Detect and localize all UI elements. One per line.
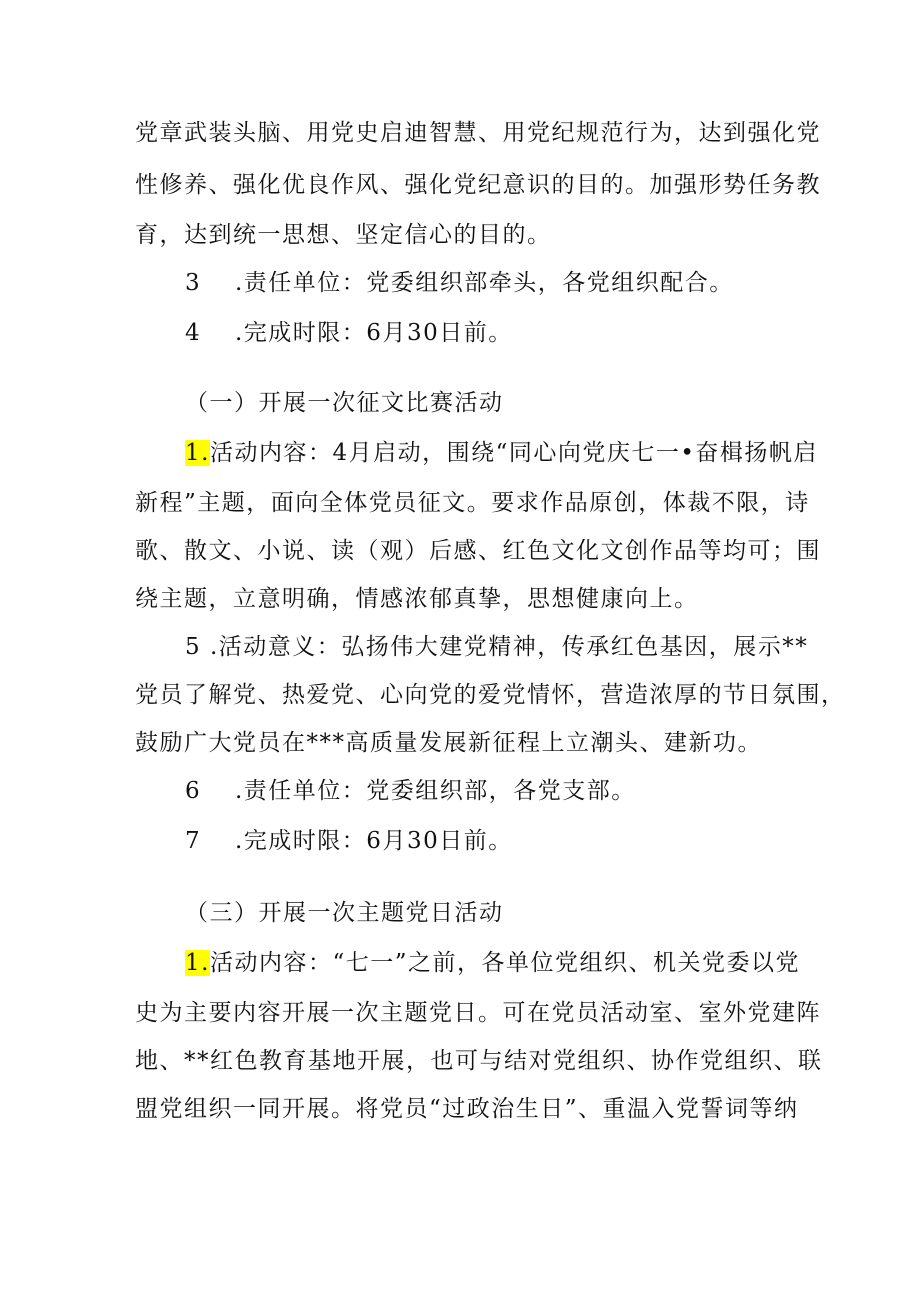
paragraph-line: 绕主题，立意明确，情感浓郁真挚，思想健康向上。 — [135, 586, 699, 612]
paragraph-text: 活动内容：4月启动，围绕“同心向党庆七一•奋楫扬帆启 — [209, 440, 818, 466]
paragraph-line — [185, 438, 818, 468]
paragraph-line: 史为主要内容开展一次主题党日。可在党员活动室、室外党建阵 — [135, 1000, 821, 1026]
paragraph-line: 党章武装头脑、用党史启迪智慧、用党纪规范行为，达到强化党 — [135, 120, 821, 146]
paragraph-line: 党员了解党、热爱党、心向党的爱党情怀，营造浓厚的节日氛围， — [135, 682, 846, 708]
list-item-number: 7 — [185, 828, 202, 854]
paragraph-line: 地、**红色教育基地开展，也可与结对党组织、协作党组织、联 — [135, 1048, 823, 1074]
list-item-text: .完成时限：6月30日前。 — [235, 828, 513, 854]
list-item-number: 6 — [185, 778, 202, 804]
paragraph-line: 性修养、强化优良作风、强化党纪意识的目的。加强形势任务教 — [135, 172, 821, 198]
list-item-text: .责任单位：党委组织部，各党支部。 — [235, 778, 636, 804]
paragraph-line: 5 .活动意义：弘扬伟大建党精神，传承红色基因，展示** — [185, 634, 809, 660]
list-item-number: 4 — [185, 320, 202, 346]
list-item-7 — [185, 826, 513, 856]
list-item-text: .完成时限：6月30日前。 — [235, 320, 513, 346]
highlighted-number: 1. — [185, 440, 210, 466]
list-item-3 — [185, 268, 734, 298]
paragraph-line: 新程”主题，面向全体党员征文。要求作品原创，体裁不限，诗 — [135, 490, 810, 516]
paragraph-text: 活动内容：“七一”之前，各单位党组织、机关党委以党 — [209, 950, 800, 976]
highlighted-number: 1. — [185, 950, 210, 976]
paragraph-line: 育，达到统一思想、坚定信心的目的。 — [135, 222, 552, 248]
list-item-number: 3 — [185, 270, 202, 296]
paragraph-line: 鼓励广大党员在***高质量发展新征程上立潮头、建新功。 — [135, 730, 762, 756]
paragraph-line: 歌、散文、小说、读（观）后感、红色文化文创作品等均可；围 — [135, 538, 821, 564]
section-heading: （三）开展一次主题党日活动 — [185, 900, 504, 926]
list-item-4 — [185, 318, 513, 348]
paragraph-line — [185, 948, 800, 978]
paragraph-line: 盟党组织一同开展。将党员“过政治生日”、重温入党誓词等纳 — [135, 1096, 799, 1122]
list-item-6 — [185, 776, 636, 806]
section-heading: （一）开展一次征文比赛活动 — [185, 390, 504, 416]
list-item-text: .责任单位：党委组织部牵头，各党组织配合。 — [235, 270, 734, 296]
